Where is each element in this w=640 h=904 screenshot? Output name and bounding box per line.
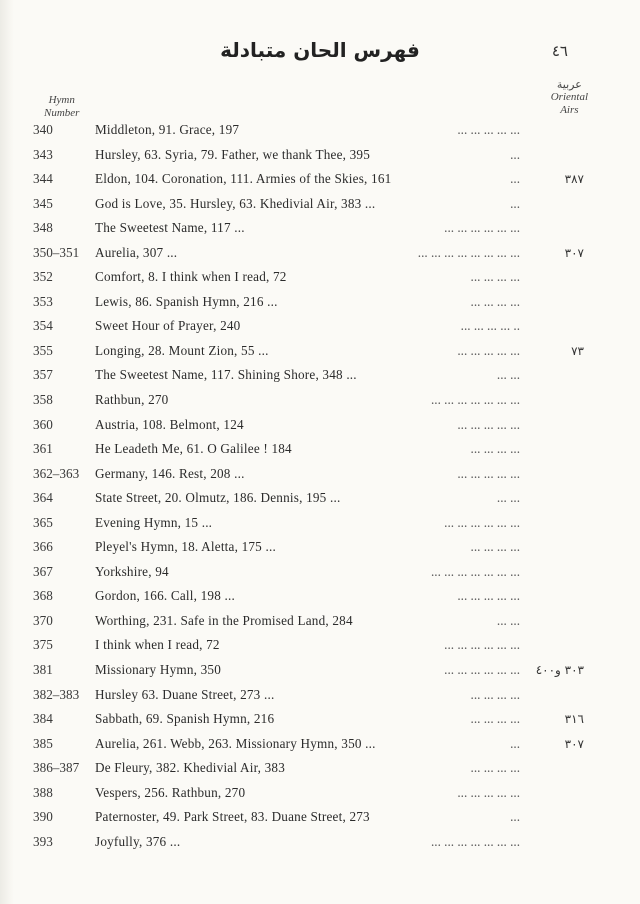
tune-entry: Worthing, 231. Safe in the Promised Land, 284 (95, 612, 353, 628)
tune-entry: Rathbun, 270 (95, 392, 169, 408)
hymn-number: 385 (33, 735, 53, 751)
hymn-number: 362–363 (33, 465, 80, 481)
index-row (0, 707, 640, 732)
leader-dots: ... ... ... ... ... (457, 342, 520, 358)
leader-dots: ... ... (496, 490, 520, 506)
tune-entry: Lewis, 86. Spanish Hymn, 216 ... (95, 293, 278, 309)
hymn-number: 343 (33, 146, 53, 162)
index-row (0, 486, 640, 511)
index-row (0, 560, 640, 585)
leader-dots: ... ... (496, 612, 520, 628)
oriental-airs-heading (551, 78, 588, 117)
oriental-air-number: ٣٠٧ (564, 245, 584, 260)
tune-entry: God is Love, 35. Hursley, 63. Khedivial Air, 383 ... (95, 195, 376, 211)
hymn-number: 364 (33, 490, 53, 506)
tune-entry: Sweet Hour of Prayer, 240 (95, 318, 241, 334)
leader-dots: ... ... ... ... ... ... ... (430, 833, 520, 849)
hymn-number: 375 (33, 637, 53, 653)
index-row (0, 192, 640, 217)
index-row (0, 805, 640, 830)
page-number: ٤٦ (551, 42, 568, 60)
index-row (0, 732, 640, 757)
oriental-airs-heading-line-1: Oriental (550, 91, 588, 103)
index-row (0, 658, 640, 683)
index-row (0, 265, 640, 290)
leader-dots: ... ... ... ... ... ... ... (430, 392, 520, 408)
tune-entry: Germany, 146. Rest, 208 ... (95, 465, 245, 481)
oriental-airs-heading-arabic: عربية (556, 78, 582, 91)
index-row (0, 609, 640, 634)
hymn-number: 357 (33, 367, 53, 383)
hymn-number: 344 (33, 171, 53, 187)
oriental-air-number: ٣١٦ (564, 712, 584, 727)
index-row (0, 118, 640, 143)
leader-dots: ... ... ... ... (470, 441, 520, 457)
hymn-number: 350–351 (33, 244, 80, 260)
tune-entry: Sabbath, 69. Spanish Hymn, 216 (95, 711, 275, 727)
hymn-number-heading (44, 94, 79, 120)
index-row (0, 756, 640, 781)
hymn-number: 360 (33, 416, 53, 432)
hymn-number: 355 (33, 342, 53, 358)
tune-entry: Gordon, 166. Call, 198 ... (95, 588, 235, 604)
leader-dots: ... ... ... ... (470, 711, 520, 727)
page-title: فهرس الحان متبادلة (220, 38, 420, 62)
index-row (0, 437, 640, 462)
hymn-number: 367 (33, 563, 53, 579)
tune-entry: Pleyel's Hymn, 18. Aletta, 175 ... (95, 539, 276, 555)
index-row (0, 388, 640, 413)
oriental-air-number: ٣٠٣ و٤٠٠ (535, 663, 584, 678)
leader-dots: ... (510, 809, 520, 825)
index-row (0, 167, 640, 192)
leader-dots: ... ... ... ... ... ... ... ... (417, 244, 520, 260)
index-row (0, 413, 640, 438)
leader-dots: ... ... ... ... ... ... ... (430, 563, 520, 579)
tune-entry: I think when I read, 72 (95, 637, 220, 653)
tune-entry: He Leadeth Me, 61. O Galilee ! 184 (95, 441, 292, 457)
index-row (0, 363, 640, 388)
leader-dots: ... (510, 146, 520, 162)
hymn-number: 384 (33, 711, 53, 727)
hymn-number: 353 (33, 293, 53, 309)
leader-dots: ... ... ... ... ... ... (444, 220, 520, 236)
hymn-number: 390 (33, 809, 53, 825)
hymn-number: 388 (33, 784, 53, 800)
index-row (0, 314, 640, 339)
tune-entry: Middleton, 91. Grace, 197 (95, 122, 240, 137)
tune-entry: The Sweetest Name, 117 ... (95, 220, 245, 236)
hymn-number: 358 (33, 392, 53, 408)
hymn-number: 352 (33, 269, 53, 285)
leader-dots: ... ... ... ... ... (457, 588, 520, 604)
tune-entry: Aurelia, 261. Webb, 263. Missionary Hymn, 350 ... (95, 735, 376, 751)
index-row (0, 339, 640, 364)
hymn-number: 345 (33, 195, 53, 211)
tune-entry: Paternoster, 49. Park Street, 83. Duane Street, 273 (95, 809, 370, 825)
index-row (0, 143, 640, 168)
hymn-number: 381 (33, 662, 53, 678)
leader-dots: ... (510, 195, 520, 211)
index-row (0, 511, 640, 536)
leader-dots: ... ... ... ... (470, 760, 520, 776)
tune-entry: Yorkshire, 94 (95, 563, 169, 579)
index-row (0, 633, 640, 658)
index-row (0, 584, 640, 609)
tune-entry: Longing, 28. Mount Zion, 55 ... (95, 342, 269, 358)
tune-entry: De Fleury, 382. Khedivial Air, 383 (95, 760, 286, 776)
leader-dots: ... (510, 171, 520, 187)
leader-dots: ... ... ... ... (470, 539, 520, 555)
tune-entry: Evening Hymn, 15 ... (95, 514, 213, 530)
hymn-number: 340 (33, 122, 53, 137)
tune-entry: Joyfully, 376 ... (95, 833, 181, 849)
index-row (0, 683, 640, 708)
tune-entry: The Sweetest Name, 117. Shining Shore, 348 ... (95, 367, 357, 383)
leader-dots: ... ... ... ... ... ... (444, 514, 520, 530)
oriental-air-number: ٧٣ (571, 343, 584, 358)
oriental-air-number: ٣٨٧ (564, 172, 584, 187)
hymn-number: 382–383 (33, 686, 80, 702)
leader-dots: ... ... ... ... ... (457, 784, 520, 800)
tune-entry: Eldon, 104. Coronation, 111. Armies of the Skies, 161 (95, 171, 392, 187)
tune-entry: Hursley 63. Duane Street, 273 ... (95, 686, 275, 702)
index-row (0, 781, 640, 806)
hymn-number: 393 (33, 833, 53, 849)
tune-entry: Comfort, 8. I think when I read, 72 (95, 269, 287, 285)
tune-entry: Hursley, 63. Syria, 79. Father, we thank Thee, 395 (95, 146, 370, 162)
index-row (0, 290, 640, 315)
tune-entry: Aurelia, 307 ... (95, 244, 178, 260)
leader-dots: ... ... ... ... ... (457, 416, 520, 432)
leader-dots: ... ... ... ... .. (460, 318, 520, 334)
hymn-index-list (0, 118, 640, 854)
hymn-number: 354 (33, 318, 53, 334)
hymn-number: 370 (33, 612, 53, 628)
hymn-number: 361 (33, 441, 53, 457)
leader-dots: ... ... ... ... ... ... (444, 662, 520, 678)
hymn-number: 348 (33, 220, 53, 236)
oriental-airs-heading-line-2: Airs (560, 104, 579, 116)
leader-dots: ... ... ... ... (470, 293, 520, 309)
tune-entry: State Street, 20. Olmutz, 186. Dennis, 195 ... (95, 490, 341, 506)
leader-dots: ... ... ... ... ... ... (444, 637, 520, 653)
tune-entry: Austria, 108. Belmont, 124 (95, 416, 244, 432)
index-row (0, 241, 640, 266)
hymn-number-heading-line-2: Number (44, 107, 80, 119)
index-row (0, 830, 640, 855)
index-row (0, 216, 640, 241)
index-row (0, 462, 640, 487)
index-row (0, 535, 640, 560)
hymn-number: 365 (33, 514, 53, 530)
oriental-air-number: ٣٠٧ (564, 736, 584, 751)
leader-dots: ... ... ... ... ... (457, 465, 520, 481)
hymn-number: 368 (33, 588, 53, 604)
tune-entry: Missionary Hymn, 350 (95, 662, 221, 678)
hymn-number: 366 (33, 539, 53, 555)
leader-dots: ... ... ... ... (470, 686, 520, 702)
leader-dots: ... ... (496, 367, 520, 383)
leader-dots: ... ... ... ... ... (457, 122, 520, 137)
tune-entry: Vespers, 256. Rathbun, 270 (95, 784, 246, 800)
leader-dots: ... ... ... ... (470, 269, 520, 285)
leader-dots: ... (510, 735, 520, 751)
hymn-number: 386–387 (33, 760, 80, 776)
hymn-number-heading-line-1: Hymn (48, 94, 75, 106)
